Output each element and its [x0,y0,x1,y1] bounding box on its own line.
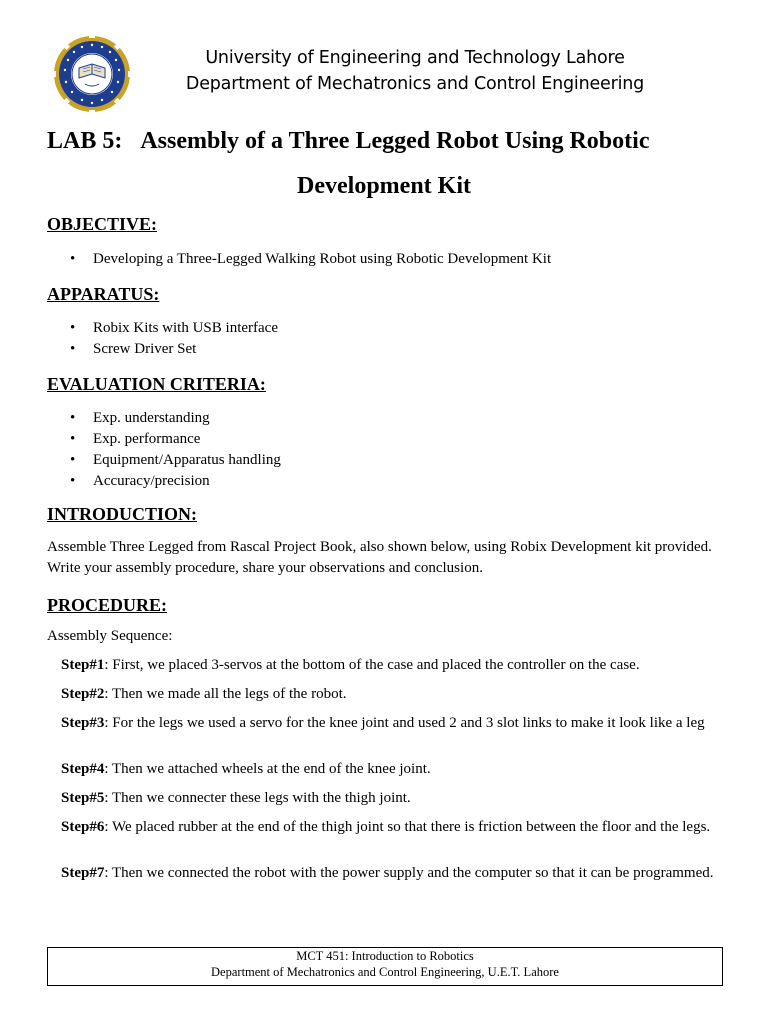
bullet-icon: • [70,251,76,267]
lab-number: LAB 5: [47,128,123,154]
list-item [70,471,281,492]
list-item [70,429,281,450]
introduction-heading: INTRODUCTION: [47,504,198,524]
list-item-text: Accuracy/precision [93,473,210,489]
step-text: : We placed rubber at the end of the thigh joint so that there is friction between the floor and the legs. [104,819,711,835]
lab-title-continued: Development Kit [297,173,471,199]
list-item-text: Screw Driver Set [93,341,197,357]
procedure-step [47,864,727,882]
step-text: : Then we made all the legs of the robot. [104,686,347,702]
evaluation-heading: EVALUATION CRITERIA: [47,374,266,394]
procedure-step [47,656,727,674]
list-item [70,339,278,360]
list-item-text: Equipment/Apparatus handling [93,452,281,468]
introduction-line-2: Write your assembly procedure, share your observations and conclusion. [47,560,483,576]
university-seal-icon [52,34,132,114]
step-label: Step#7 [61,865,105,881]
university-name: University of Engineering and Technology Lahore [205,48,625,68]
apparatus-list [70,318,278,360]
list-item-text: Exp. understanding [93,410,210,426]
bullet-icon: • [70,431,76,447]
footer-department: Department of Mechatronics and Control Engineering, U.E.T. Lahore [211,965,559,979]
list-item [70,318,278,339]
bullet-icon: • [70,320,76,336]
objective-list [70,249,551,270]
list-item-text: Exp. performance [93,431,201,447]
step-label: Step#4 [61,761,105,777]
bullet-icon: • [70,410,76,426]
step-text: : Then we connected the robot with the power supply and the computer so that it can be programmed. [104,865,714,881]
bullet-icon: • [70,452,76,468]
procedure-step [47,818,727,836]
footer-course: MCT 451: Introduction to Robotics [296,949,474,963]
step-text: : Then we connecter these legs with the thigh joint. [104,790,411,806]
bullet-icon: • [70,473,76,489]
apparatus-heading: APPARATUS: [47,284,160,304]
procedure-step [47,760,727,778]
list-item [70,408,281,429]
introduction-line-1: Assemble Three Legged from Rascal Project Book, also shown below, using Robix Development kit provided. [47,539,712,555]
lab-title [47,128,737,155]
list-item-text: Robix Kits with USB interface [93,320,278,336]
step-label: Step#1 [61,657,105,673]
procedure-step [47,714,727,732]
step-text: : First, we placed 3-servos at the bottom of the case and placed the controller on the case. [104,657,640,673]
assembly-sequence-label: Assembly Sequence: [47,628,173,644]
step-label: Step#2 [61,686,105,702]
objective-heading: OBJECTIVE: [47,214,158,234]
step-label: Step#3 [61,715,105,731]
procedure-step [47,789,727,807]
step-text: : For the legs we used a servo for the knee joint and used 2 and 3 slot links to make it look like a leg [104,715,705,731]
procedure-heading: PROCEDURE: [47,595,167,615]
lab-title-text: Assembly of a Three Legged Robot Using Robotic [140,128,650,154]
department-name: Department of Mechatronics and Control Engineering [185,74,645,94]
bullet-icon: • [70,341,76,357]
list-item-text: Developing a Three-Legged Walking Robot using Robotic Development Kit [93,251,552,267]
step-label: Step#6 [61,819,105,835]
list-item [70,450,281,471]
step-label: Step#5 [61,790,105,806]
procedure-step [47,685,727,703]
list-item [70,249,551,270]
evaluation-list [70,408,281,492]
step-text: : Then we attached wheels at the end of the knee joint. [104,761,431,777]
page-footer [47,947,723,986]
